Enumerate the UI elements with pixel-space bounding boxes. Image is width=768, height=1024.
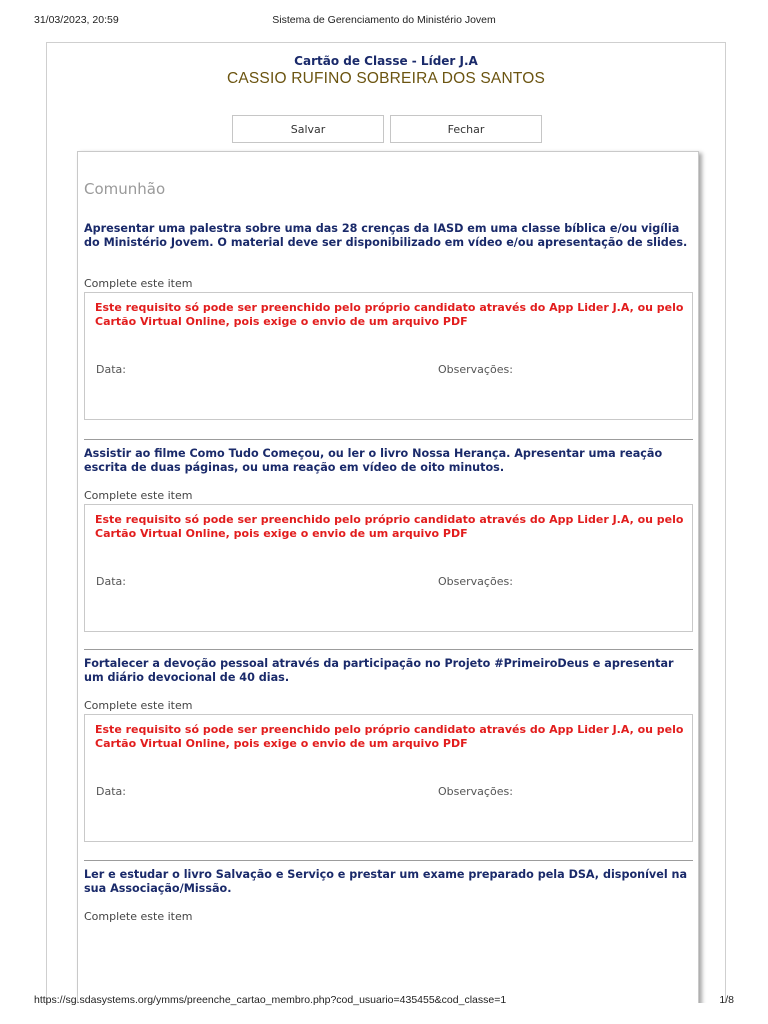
requirement-item [84, 868, 693, 923]
observations-label: Observações: [438, 575, 513, 588]
date-label: Data: [96, 575, 126, 588]
requirement-description: Assistir ao filme Como Tudo Começou, ou ler o livro Nossa Herança. Apresentar uma reação escrita de duas páginas, ou uma reação em vídeo de oito minutos. [84, 447, 663, 474]
page-number: 1/8 [719, 994, 734, 1006]
divider [84, 649, 693, 650]
card-subtitle: Cartão de Classe - Líder J.A [294, 54, 478, 68]
date-label: Data: [96, 785, 126, 798]
complete-item-label: Complete este item [84, 910, 193, 923]
section-title: Comunhão [84, 180, 166, 198]
close-button[interactable]: Fechar [390, 115, 542, 143]
member-name: CASSIO RUFINO SOBREIRA DOS SANTOS [226, 70, 546, 87]
divider [84, 439, 693, 440]
requirement-warning: Este requisito só pode ser preenchido pelo próprio candidato através do App Lider J.A, ou pelo Cartão Virtual Online, pois exige o envio de um arquivo PDF [95, 513, 684, 540]
print-document-title: Sistema de Gerenciamento do Ministério Jovem [272, 14, 496, 26]
observations-label: Observações: [438, 363, 513, 376]
class-card [46, 42, 726, 1003]
print-datetime: 31/03/2023, 20:59 [34, 14, 119, 26]
save-button[interactable]: Salvar [232, 115, 384, 143]
requirement-description: Ler e estudar o livro Salvação e Serviço e prestar um exame preparado pela DSA, disponível na sua Associação/Missão. [84, 868, 688, 895]
requirement-warning: Este requisito só pode ser preenchido pelo próprio candidato através do App Lider J.A, ou pelo Cartão Virtual Online, pois exige o envio de um arquivo PDF [95, 723, 684, 750]
requirement-entry-box[interactable] [84, 504, 693, 632]
requirement-entry-box[interactable] [84, 292, 693, 420]
observations-label: Observações: [438, 785, 513, 798]
date-label: Data: [96, 363, 126, 376]
divider [84, 860, 693, 861]
requirement-item [84, 222, 693, 376]
requirements-panel [77, 151, 699, 1003]
requirement-item [84, 657, 693, 798]
requirement-item [84, 447, 693, 588]
requirement-warning: Este requisito só pode ser preenchido pelo próprio candidato através do App Lider J.A, ou pelo Cartão Virtual Online, pois exige o envio de um arquivo PDF [95, 301, 684, 328]
complete-item-label: Complete este item [84, 489, 193, 502]
requirement-entry-box[interactable] [84, 714, 693, 842]
requirement-description: Fortalecer a devoção pessoal através da participação no Projeto #PrimeiroDeus e apresentar um diário devocional de 40 dias. [84, 657, 674, 684]
requirement-description: Apresentar uma palestra sobre uma das 28 crenças da IASD em uma classe bíblica e/ou vigília do Ministério Jovem. O material deve ser disponibilizado em vídeo e/ou apresentação de slides. [84, 222, 688, 249]
print-footer [0, 994, 768, 1010]
print-header [0, 14, 768, 30]
complete-item-label: Complete este item [84, 699, 193, 712]
complete-item-label: Complete este item [84, 277, 193, 290]
print-url: https://sg.sdasystems.org/ymms/preenche_cartao_membro.php?cod_usuario=435455&cod_classe=1 [34, 994, 507, 1006]
